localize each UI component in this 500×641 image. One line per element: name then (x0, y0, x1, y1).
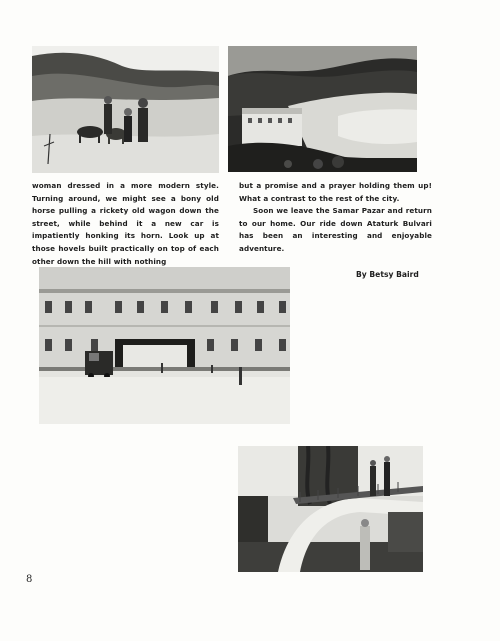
photo-arched-bridge (238, 446, 423, 572)
article-paragraph: woman dressed in a more modern style. Turning around, we might see a bony old horse pulling a rickety old wagon down the street, while behind it a new car is impatiently honking its horn. Look up at those hovels built practically on top of each other down the hill with nothing (32, 181, 219, 266)
photo-large-building (39, 267, 290, 424)
photo-hillside-donkeys (32, 46, 219, 173)
photo-large-building-image (39, 267, 290, 424)
article-column-left (32, 180, 219, 268)
photo-river-valley-image (228, 46, 417, 172)
article-paragraph: but a promise and a prayer holding them up! What a contrast to the rest of the city. (239, 181, 432, 203)
article-byline: By Betsy Baird (356, 270, 419, 279)
photo-hillside-donkeys-image (32, 46, 219, 173)
page-number: 8 (26, 574, 33, 585)
article-column-right (239, 180, 432, 256)
article-paragraph: Soon we leave the Samar Pazar and return to our home. Our ride down Ataturk Bulvari has been an interesting and enjoyable adventure. (239, 206, 432, 253)
photo-arched-bridge-image (238, 446, 423, 572)
photo-river-valley (228, 46, 417, 172)
